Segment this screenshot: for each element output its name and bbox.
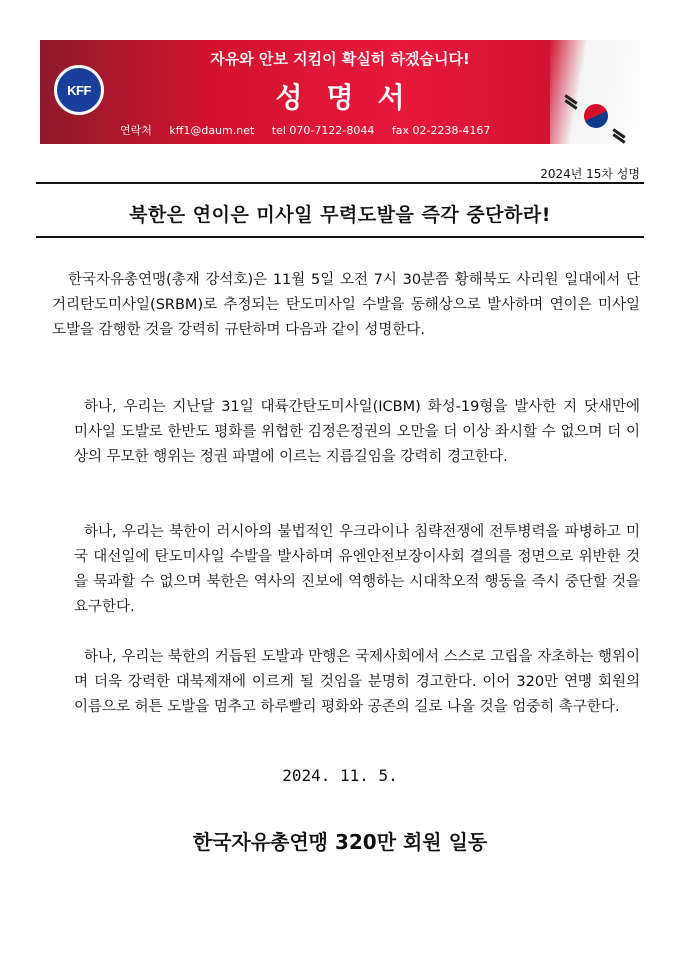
contact-fax: fax 02-2238-4167	[391, 124, 491, 137]
logo-text: KFF	[67, 82, 91, 98]
contact-label: 연락처	[120, 124, 152, 137]
point-paragraph: 하나, 우리는 북한이 러시아의 불법적인 우크라이나 침략전쟁에 전투병력을 파병하고 미국 대선일에 탄도미사일 수발을 발사하며 유엔안전보장이사회 결의를 정면으로 위반한 것을 묵과할 수 없으며 북한은 역사의 진보에 역행하는 시대착오적 행동을 즉시 중단할 것을 요구한다.	[74, 524, 640, 615]
point-paragraph: 하나, 우리는 북한의 거듭된 도발과 만행은 국제사회에서 스스로 고립을 자초하는 행위이며 더욱 강력한 대북제재에 이르게 될 것임을 분명히 경고한다. 이어 320만 연맹 회원의 이름으로 허튼 도발을 멈추고 하루빨리 평화와 공존의 길로 나올 것을 엄중히 촉구한다.	[74, 649, 640, 715]
body-paragraph	[52, 268, 640, 343]
headline: 북한은 연이은 미사일 무력도발을 즉각 중단하라!	[129, 204, 551, 226]
slogan: 자유와 안보 지킴이 확실히 하겠습니다!	[210, 50, 470, 68]
body-paragraph	[52, 395, 640, 470]
contact-email: kff1@daum.net	[169, 124, 255, 137]
contact-info	[120, 122, 504, 138]
body-paragraph	[52, 520, 640, 620]
signature: 한국자유총연맹 320만 회원 일동	[192, 830, 488, 854]
statement-date: 2024. 11. 5.	[282, 766, 398, 785]
point-paragraph: 하나, 우리는 지난달 31일 대륙간탄도미사일(ICBM) 화성-19형을 발사한 지 닷새만에 미사일 도발로 한반도 평화를 위협한 김정은정권의 오만을 더 이상 좌시할 수 없으며 더 이상의 무모한 행위는 정권 파멸에 이르는 지름길임을 강력히 경고한다.	[74, 399, 640, 465]
divider-bottom	[36, 236, 644, 238]
contact-tel: tel 070-7122-8044	[271, 124, 375, 137]
body-paragraph	[52, 645, 640, 720]
intro-paragraph: 한국자유총연맹(총재 강석호)은 11월 5일 오전 7시 30분쯤 황해북도 사리원 일대에서 단거리탄도미사일(SRBM)로 추정되는 탄도미사일 수발을 동해상으로 발사하며 연이은 미사일 도발을 감행한 것을 강력히 규탄하며 다음과 같이 성명한다.	[52, 272, 640, 338]
statement-banner	[40, 40, 640, 144]
statement-title: 성명서	[275, 81, 429, 114]
divider-top	[36, 182, 644, 184]
issue-number: 2024년 15차 성명	[540, 167, 640, 181]
